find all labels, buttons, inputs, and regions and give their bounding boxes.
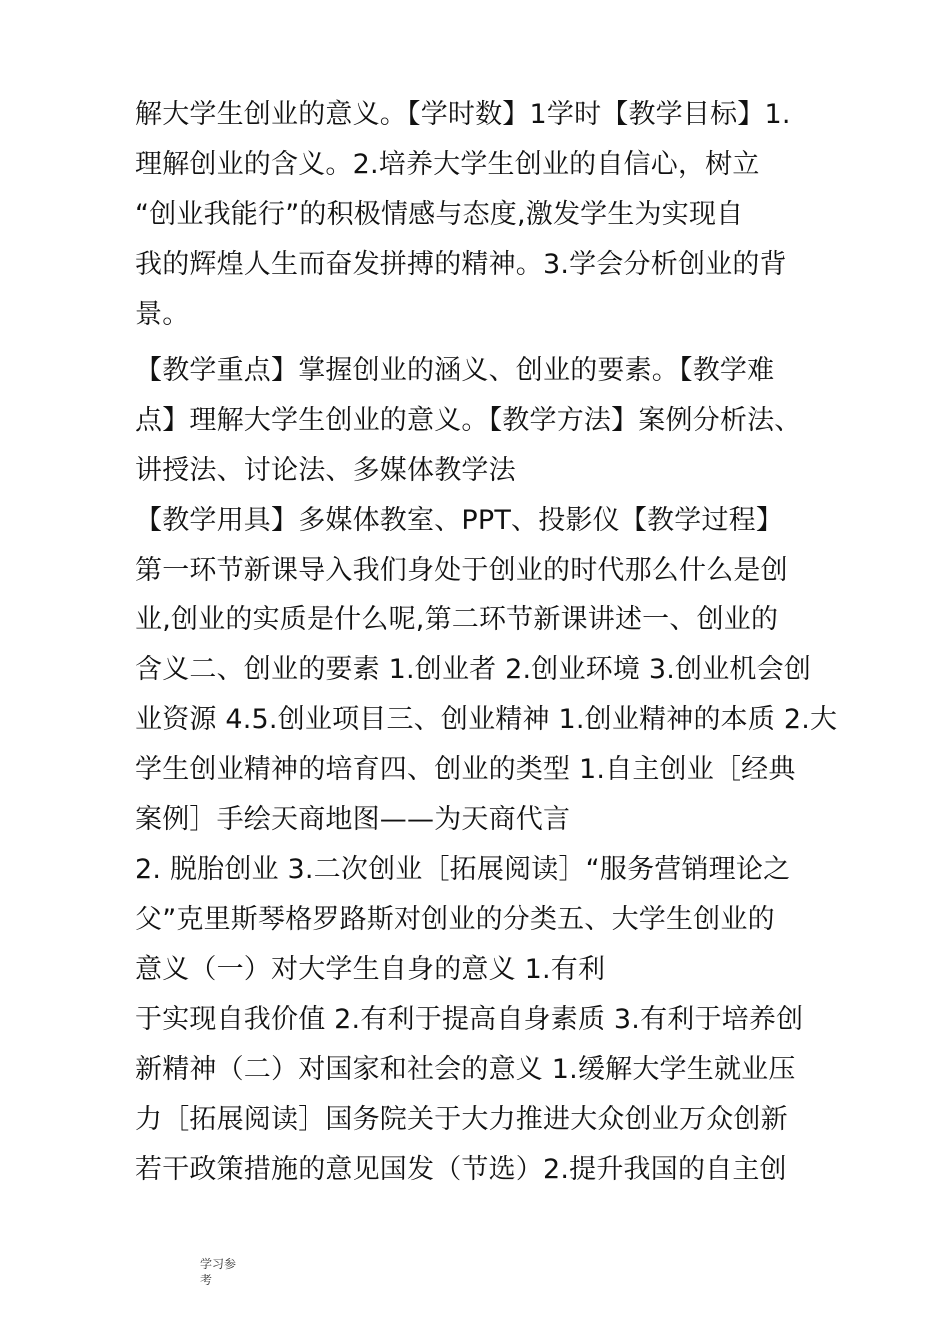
text-line-8: 讲授法、讨论法、多媒体教学法 xyxy=(135,455,516,486)
text-line-10: 第一环节新课导入我们身处于创业的时代那么什么是创 xyxy=(135,555,788,586)
text-line-4: 我的辉煌人生而奋发拼搏的精神。3.学会分析创业的背 xyxy=(135,249,787,280)
text-line-7: 点】理解大学生创业的意义。【教学方法】案例分析法、 xyxy=(135,405,802,436)
text-line-6: 【教学重点】掌握创业的涵义、创业的要素。【教学难 xyxy=(135,355,775,386)
text-line-19: 于实现自我价值 2.有利于提高自身素质 3.有利于培养创 xyxy=(135,1004,804,1035)
text-line-1: 解大学生创业的意义。【学时数】1学时【教学目标】1. xyxy=(135,99,791,130)
text-line-11: 业,创业的实质是什么呢,第二环节新课讲述一、创业的 xyxy=(135,604,779,635)
text-line-17: 父”克里斯琴格罗路斯对创业的分类五、大学生创业的 xyxy=(135,904,775,935)
text-line-20: 新精神（二）对国家和社会的意义 1.缓解大学生就业压 xyxy=(135,1054,796,1085)
text-line-9: 【教学用具】多媒体教室、PPT、投影仪【教学过程】 xyxy=(135,505,784,536)
footer-note-line-2: 考 xyxy=(200,1273,213,1287)
text-line-22: 若干政策措施的意见国发（节选）2.提升我国的自主创 xyxy=(135,1154,787,1185)
text-line-16: 2. 脱胎创业 3.二次创业［拓展阅读］“服务营销理论之 xyxy=(135,854,791,885)
text-line-21: 力［拓展阅读］国务院关于大力推进大众创业万众创新 xyxy=(135,1104,788,1135)
text-line-5: 景。 xyxy=(135,299,190,330)
text-line-12: 含义二、创业的要素 1.创业者 2.创业环境 3.创业机会创 xyxy=(135,654,812,685)
text-line-15: 案例］手绘天商地图——为天商代言 xyxy=(135,804,571,835)
footer-note-line-1: 学习参 xyxy=(200,1257,237,1271)
text-line-18: 意义（一）对大学生自身的意义 1.有利 xyxy=(135,954,606,985)
text-line-3: “创业我能行”的积极情感与态度,激发学生为实现自 xyxy=(135,199,744,230)
text-line-14: 学生创业精神的培育四、创业的类型 1.自主创业［经典 xyxy=(135,754,796,785)
footer-note xyxy=(200,1256,260,1288)
text-line-13: 业资源 4.5.创业项目三、创业精神 1.创业精神的本质 2.大 xyxy=(135,704,838,735)
text-line-2: 理解创业的含义。2.培养大学生创业的自信心，树立 xyxy=(135,149,760,180)
